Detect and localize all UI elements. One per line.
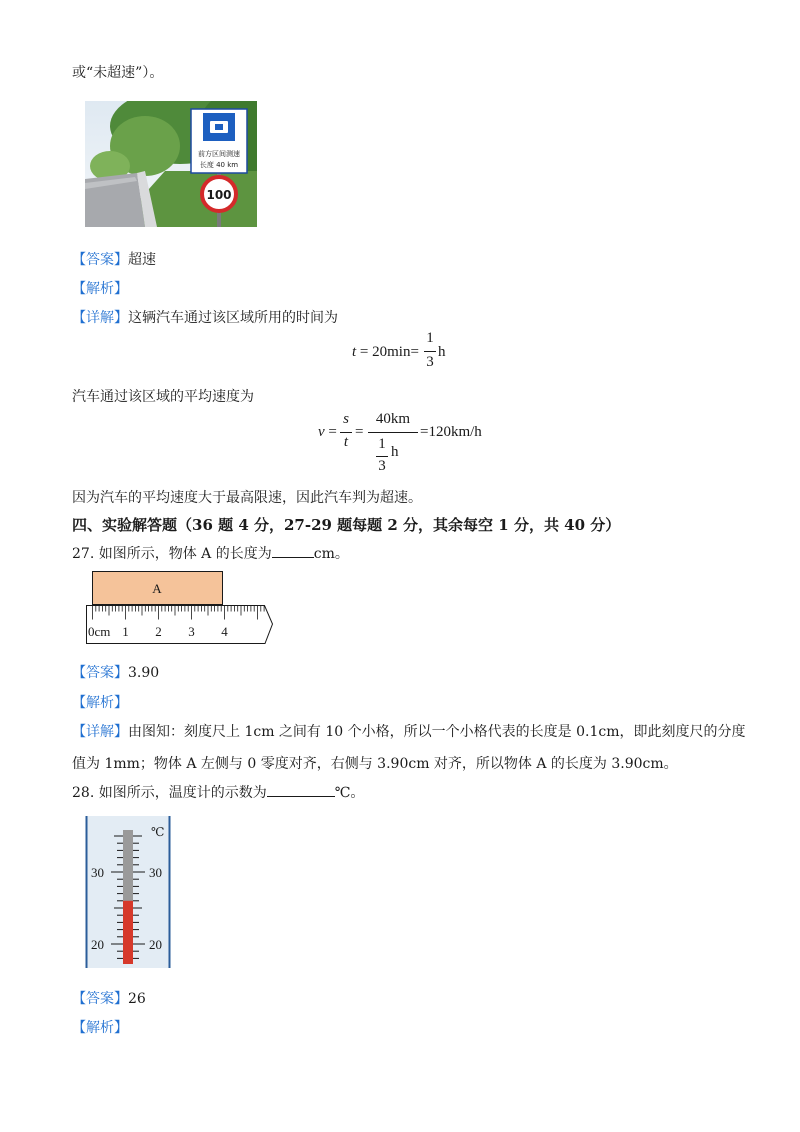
answer-tag: 【答案】 — [72, 991, 128, 1007]
eq2-numerator: 40km — [375, 411, 411, 427]
sign-text-line2: 长度 40 km — [199, 161, 239, 169]
sign-text-line1: 前方区间测速 — [198, 150, 240, 158]
eq-t: t — [352, 344, 357, 360]
answer-value: 3.90 — [128, 665, 160, 681]
thermometer-figure — [85, 816, 171, 968]
mercury-column — [123, 901, 133, 964]
fraction-bar — [424, 351, 436, 352]
fraction-bar — [376, 456, 388, 457]
eq2-s: s — [343, 411, 349, 427]
scale-label-20-left: 20 — [91, 937, 104, 952]
scale-label-30-right: 30 — [149, 865, 162, 880]
road-sign-photo — [85, 101, 257, 227]
fraction-bar — [340, 432, 352, 433]
answer-tag: 【答案】 — [72, 252, 128, 268]
ruler-label: 3 — [188, 624, 195, 639]
q27-detail-line2: 值为 1mm；物体 A 左侧与 0 零度对齐，右侧与 3.90cm 对齐，所以物体 A 的长度为 3.90cm。 — [72, 756, 678, 772]
conclusion-line: 因为汽车的平均速度大于最高限速，因此汽车判为超速。 — [72, 490, 422, 506]
analysis-tag: 【解析】 — [72, 1020, 128, 1036]
eq-mid: = 20min= — [356, 344, 419, 360]
detail-text: 这辆汽车通过该区域所用的时间为 — [128, 310, 338, 326]
eq2-result: =120km/h — [420, 424, 482, 440]
ruler-label: 1 — [122, 624, 129, 639]
unit-label: ℃ — [151, 825, 165, 839]
q28-question: 28. 如图所示，温度计的示数为 ℃。 — [72, 785, 365, 801]
detail-tag: 【详解】 — [72, 724, 128, 740]
answer-tag: 【答案】 — [72, 665, 128, 681]
fraction-bar — [368, 432, 418, 433]
eq1-denominator: 3 — [426, 354, 434, 370]
q28-answer-line — [72, 988, 146, 1008]
answer-value: 26 — [128, 991, 146, 1007]
speed-limit-value: 100 — [206, 188, 232, 202]
analysis-tag: 【解析】 — [72, 695, 128, 711]
ruler-label: 4 — [221, 624, 228, 639]
q27-answer-line — [72, 662, 159, 682]
q26-detail-line — [72, 307, 338, 327]
answer-blank — [272, 545, 314, 558]
eq-equals: = — [324, 424, 337, 440]
eq2-inner-num: 1 — [378, 436, 386, 452]
eq2-t: t — [343, 434, 349, 450]
q27-question: 27. 如图所示，物体 A 的长度为 cm。 — [72, 546, 349, 562]
avg-speed-line: 汽车通过该区域的平均速度为 — [72, 389, 254, 405]
analysis-tag: 【解析】 — [72, 281, 128, 297]
object-a-label: A — [152, 581, 162, 596]
q26-answer-line — [72, 249, 156, 269]
answer-value: 超速 — [128, 252, 156, 268]
detail-text: 由图知：刻度尺上 1cm 之间有 10 个小格，所以一个小格代表的长度是 0.1cm，即此刻度尺的分度 — [128, 724, 746, 740]
scale-label-20-right: 20 — [149, 937, 162, 952]
eq1-numerator: 1 — [426, 330, 434, 346]
answer-blank — [267, 784, 335, 797]
continued-text: 或“未超速”）。 — [72, 65, 164, 81]
ruler-figure — [84, 570, 280, 646]
section-heading: 四、实验解答题（36 题 4 分，27-29 题每题 2 分，其余每空 1 分，共 40 分） — [72, 516, 621, 534]
scale-label-30-left: 30 — [91, 865, 104, 880]
eq2-inner-unit: h — [391, 444, 399, 460]
eq2-inner-den: 3 — [378, 458, 386, 474]
detail-tag: 【详解】 — [72, 310, 128, 326]
eq1-unit: h — [438, 344, 446, 360]
q27-detail-line1 — [72, 721, 745, 741]
ruler-label: 0cm — [88, 624, 111, 639]
eq-v: v — [318, 424, 325, 440]
ruler-label: 2 — [155, 624, 162, 639]
